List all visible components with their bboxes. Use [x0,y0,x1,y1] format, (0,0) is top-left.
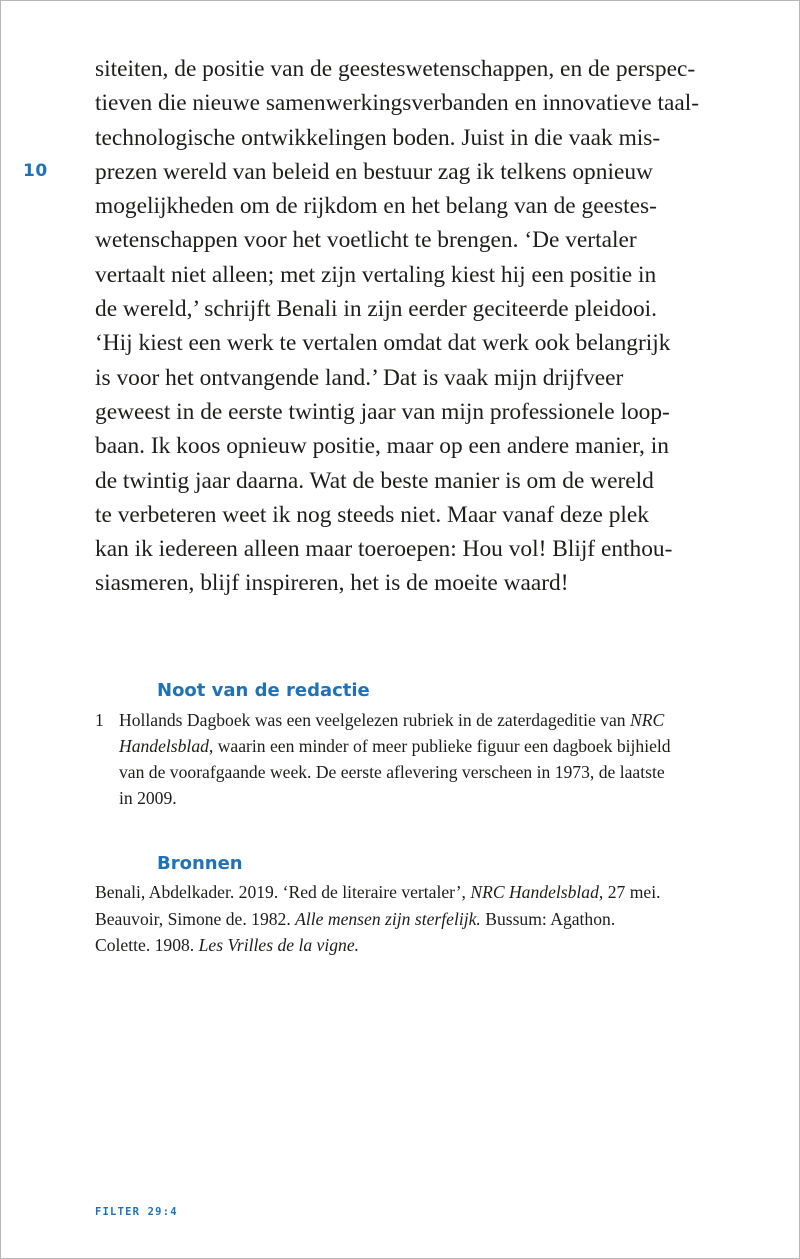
body-line: is voor het ontvangende land.’ Dat is vaak mijn drijfveer [95,364,624,391]
source-title: NRC Handelsblad [470,882,599,902]
footnote-italic-run: Handelsblad [119,736,209,756]
body-line: technologische ontwikkelingen boden. Juist in die vaak mis- [95,124,661,151]
notes-heading: Noot van de redactie [157,680,370,701]
body-line: de wereld,’ schrijft Benali in zijn eerder geciteerde pleidooi. [95,296,657,323]
body-line: vertaalt niet alleen; met zijn vertaling kiest hij een positie in [95,261,657,288]
source-title: Les Vrilles de la vigne. [198,935,360,955]
source-title: Alle mensen zijn sterfelijk. [295,908,481,929]
body-paragraph [95,52,735,601]
source-text: Bussum: Agathon. [480,908,616,929]
source-text: , 27 mei. [598,882,661,902]
source-text: Colette. 1908. [95,935,199,955]
body-line: tieven die nieuwe samenwerkingsverbanden en innovatieve taal- [95,90,700,117]
body-line: geweest in de eerste twintig jaar van mijn professionele loop- [95,398,670,425]
body-line: baan. Ik koos opnieuw positie, maar op een andere manier, in [95,433,669,460]
footnote-line: van de voorafgaande week. De eerste aflevering verscheen in 1973, de laatste [119,762,665,782]
sources-heading: Bronnen [157,853,243,874]
footnote-line [119,707,735,733]
footnote-line [119,733,735,759]
body-line: wetenschappen voor het voetlicht te brengen. ‘De vertaler [95,227,637,254]
body-line: mogelijkheden om de rijkdom en het belang van de geestes- [95,193,657,220]
body-line: siteiten, de positie van de geesteswetenschappen, en de perspec- [95,56,696,82]
body-line: kan ik iedereen alleen maar toeroepen: Hou vol! Blijf enthou- [95,536,673,563]
footnote-text-run: Hollands Dagboek was een veelgelezen rubriek in de zaterdageditie van [119,710,630,730]
body-line: prezen wereld van beleid en bestuur zag ik telkens opnieuw [95,158,653,185]
footnote-number: 1 [95,710,104,730]
source-entry [95,879,755,906]
footnote-italic-run: NRC [629,710,665,730]
page-number: 10 [23,161,48,181]
body-line: de twintig jaar daarna. Wat de beste manier is om de wereld [95,467,654,494]
footnote-text-run: , waarin een minder of meer publieke figuur een dagboek bijhield [208,736,671,756]
body-line: te verbeteren weet ik nog steeds niet. Maar vanaf deze plek [95,501,649,528]
footnote-line: in 2009. [119,788,177,808]
body-line: ‘Hij kiest een werk te vertalen omdat dat werk ook belangrijk [95,330,671,357]
source-text: Beauvoir, Simone de. 1982. [95,908,296,929]
source-text: Benali, Abdelkader. 2019. ‘Red de literaire vertaler’, [95,882,471,902]
journal-footer: FILTER 29:4 [95,1206,178,1218]
body-line: siasmeren, blijf inspireren, het is de moeite waard! [95,570,569,597]
source-entry [95,932,755,959]
sources-list [95,879,755,959]
footnote-text [119,707,735,811]
source-entry [95,906,755,933]
